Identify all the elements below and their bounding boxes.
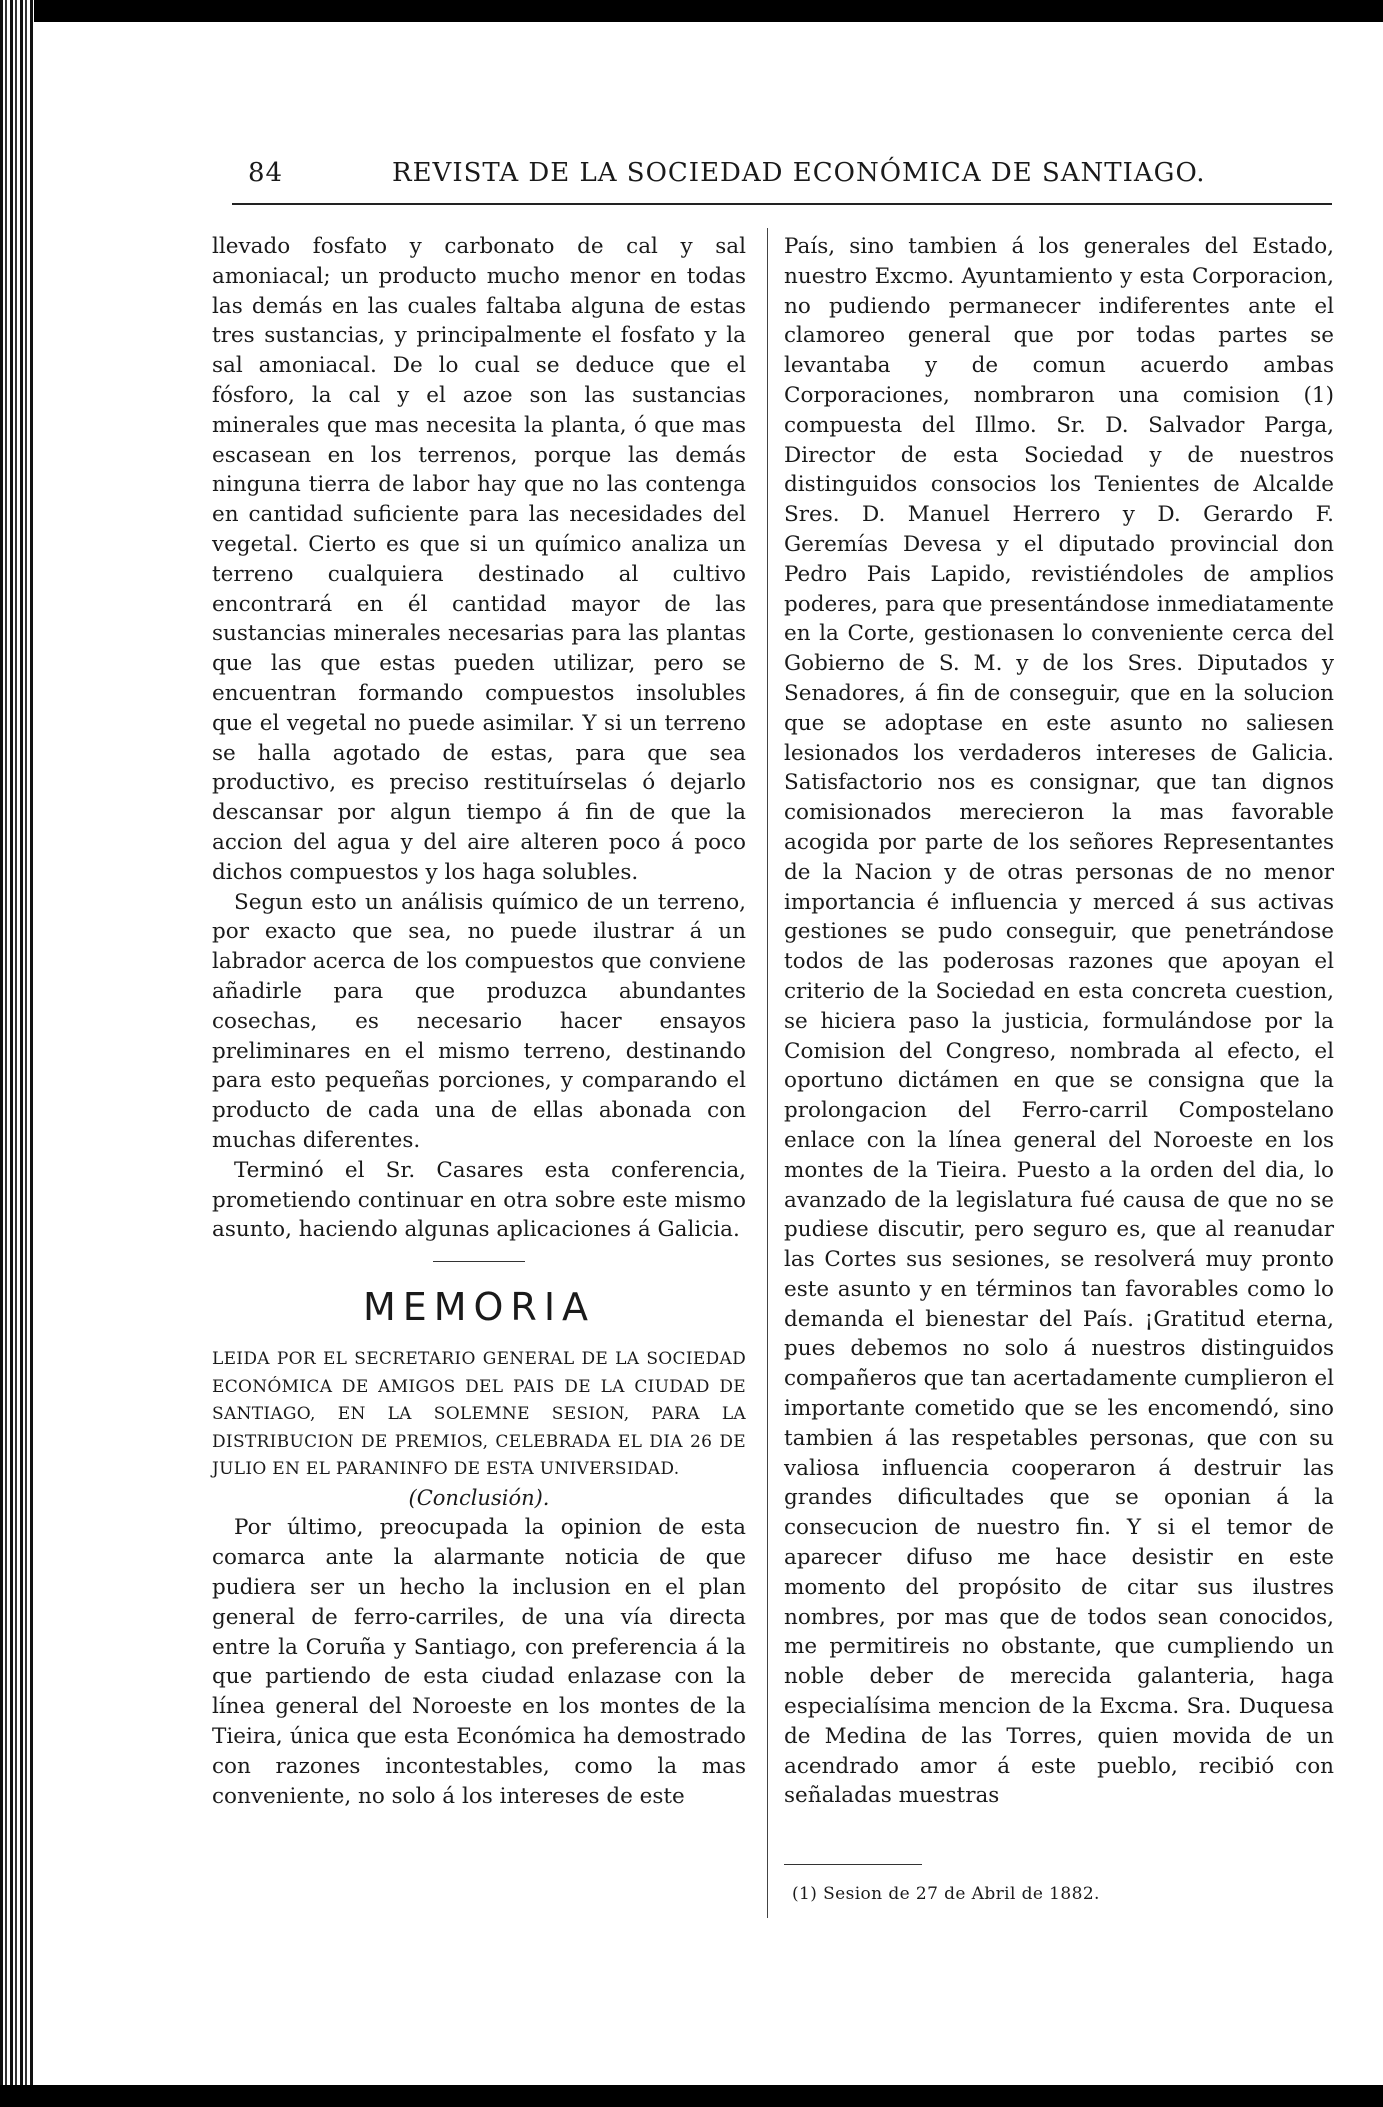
conclusion-label: (Conclusión). — [408, 1485, 550, 1510]
paragraph-soil-analysis: Segun esto un análisis químico de un terreno, por exacto que sea, no puede ilustrar á un labrador acerca de los compuestos que conviene añadirle para que produzca abundantes cosechas, es necesario hacer ensayos preliminares en el mismo terreno, destinando para esto pequeñas porciones, y comparando el producto de cada una de ellas abonada con muchas diferentes. — [212, 889, 746, 1153]
running-title: REVISTA DE LA SOCIEDAD ECONÓMICA DE SANTIAGO. — [392, 158, 1206, 188]
memoria-heading: MEMORIA — [362, 1285, 596, 1330]
footnote-rule — [784, 1864, 922, 1865]
memoria-subtitle: LEIDA POR EL SECRETARIO GENERAL DE LA SOCIEDAD ECONÓMICA DE AMIGOS DEL PAIS DE LA CIUDAD DE SANTIAGO, EN LA SOLEMNE SESION, PARA LA DISTRIBUCION DE PREMIOS, CELEBRADA EL DIA 26 DE JULIO EN EL PARANINFO DE ESTA UNIVERSIDAD. — [212, 1349, 746, 1480]
running-header — [232, 158, 1332, 208]
scan-border-bottom — [0, 2085, 1383, 2107]
right-column — [784, 232, 1334, 1811]
scan-border-top — [0, 0, 1383, 22]
paragraph-commission: País, sino tambien á los generales del Estado, nuestro Excmo. Ayuntamiento y esta Corporacion, no pudiendo permanecer indiferentes ante el clamoreo general que por todas partes se levantaba y de comun acuerdo ambas Corporaciones, nombraron una comision (1) compuesta del Illmo. Sr. D. Salvador Parga, Director de esta Sociedad y de nuestros distinguidos consocios los Tenientes de Alcalde Sres. D. Manuel Herrero y D. Gerardo F. Geremías Devesa y el diputado provincial don Pedro Pais Lapido, revistiéndoles de amplios poderes, para que presentándose inmediatamente en la Corte, gestionasen lo conveniente cerca del Gobierno de S. M. y de los Sres. Diputados y Senadores, á fin de conseguir, que en la solucion que se adoptase en este asunto no saliesen lesionados los verdaderos intereses de Galicia. Satisfactorio nos es consignar, que tan dignos comisionados merecieron la mas favorable acogida por parte de los señores Representantes de la Nacion y de otras personas de no menor importancia é influencia y merced á sus activas gestiones se pudo conseguir, que penetrándose todos de las poderosas razones que apoyan el criterio de la Sociedad en esta concreta cuestion, se hiciera paso la justicia, formulándose por la Comision del Congreso, nombrada al efecto, el oportuno dictámen en que se consigna que la prolongacion del Ferro-carril Compostelano enlace con la línea general del Noroeste en los montes de la Tieira. Puesto a la orden del dia, lo avanzado de la legislatura fué causa de que no se pudiese discutir, pero seguro es, que al reanudar las Cortes sus sesiones, se resolverá muy pronto este asunto y en términos tan favorables como lo demanda el bienestar del País. ¡Gratitud eterna, pues debemos no solo á nuestros distinguidos compañeros que tan acertadamente cumplieron el importante cometido que se les encomendó, sino tambien á las respetables personas, que con su valiosa influencia cooperaron á destruir las grandes dificultades que se oponian á la consecucion de nuestro fin. Y si el temor de aparecer difuso me hace desistir en este momento del propósito de citar sus ilustres nombres, por mas que de todos sean conocidos, me permitireis no obstante, que cumpliendo un noble deber de merecida galanteria, haga especialísima mencion de la Excma. Sra. Duquesa de Medina de las Torres, quien movida de un acendrado amor á este pueblo, recibió con señaladas muestras — [784, 234, 1334, 1809]
column-divider — [767, 228, 768, 1918]
left-column — [212, 232, 746, 1811]
section-separator — [433, 1261, 525, 1262]
page-number: 84 — [248, 158, 284, 188]
footnote: (1) Sesion de 27 de Abril de 1882. — [792, 1884, 1100, 1904]
header-rule — [232, 203, 1332, 205]
paragraph-railway-concern: Por último, preocupada la opinion de esta comarca ante la alarmante noticia de que pudiera ser un hecho la inclusion en el plan general de ferro-carriles, de una vía directa entre la Coruña y Santiago, con preferencia á la que partiendo de esta ciudad enlazase con la línea general del Noroeste en los montes de la Tieira, única que esta Económica ha demostrado con razones incontestables, como la mas conveniente, no solo á los intereses de este — [212, 1515, 746, 1809]
scan-binding-edge — [0, 0, 34, 2107]
paragraph-fertilizer-results: llevado fosfato y carbonato de cal y sal amoniacal; un producto mucho menor en todas las demás en las cuales faltaba alguna de estas tres sustancias, y principalmente el fosfato y la sal amoniacal. De lo cual se deduce que el fósforo, la cal y el azoe son las sustancias minerales que mas necesita la planta, ó que mas escasean en los terrenos, porque las demás ninguna tierra de labor hay que no las contenga en cantidad suficiente para las necesidades del vegetal. Cierto es que si un químico analiza un terreno cualquiera destinado al cultivo encontrará en él cantidad mayor de las sustancias minerales necesarias para las plantas que las que estas pueden utilizar, pero se encuentran formando compuestos insolubles que el vegetal no puede asimilar. Y si un terreno se halla agotado de estas, para que sea productivo, es preciso restituírselas ó dejarlo descansar por algun tiempo á fin de que la accion del agua y del aire alteren poco á poco dichos compuestos y los haga solubles. — [212, 234, 746, 885]
paragraph-conference-end: Terminó el Sr. Casares esta conferencia, prometiendo continuar en otra sobre este mismo asunto, haciendo algunas aplicaciones á Galicia. — [212, 1157, 746, 1243]
